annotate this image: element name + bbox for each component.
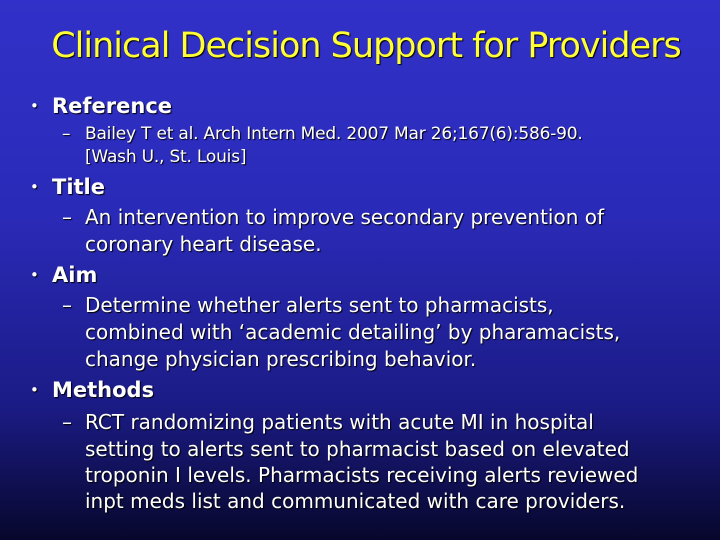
heading-aim: Aim [52,263,98,287]
dash-methods: – [62,410,72,434]
dash-reference: – [62,124,71,144]
bullet-title: • [30,178,39,196]
title-line-2: coronary heart disease. [85,232,322,256]
bullet-reference: • [30,97,39,115]
methods-line-2: setting to alerts sent to pharmacist based on elevated [85,437,630,461]
aim-line-2: combined with ‘academic detailing’ by pharamacists, [85,320,621,344]
heading-reference: Reference [52,94,173,118]
dash-aim: – [62,293,72,317]
aim-line-3: change physician prescribing behavior. [85,347,477,371]
heading-methods: Methods [52,378,155,402]
bullet-aim: • [30,266,39,284]
reference-line-2: [Wash U., St. Louis] [85,147,247,167]
title-line-1: An intervention to improve secondary prevention of [85,205,605,229]
heading-title: Title [52,175,106,199]
slide-title: Clinical Decision Support for Providers [51,26,681,66]
aim-line-1: Determine whether alerts sent to pharmacists, [85,293,554,317]
methods-line-1: RCT randomizing patients with acute MI in hospital [85,410,594,434]
methods-line-3: troponin I levels. Pharmacists receiving alerts reviewed [85,463,639,487]
bullet-methods: • [30,381,39,399]
reference-line-1: Bailey T et al. Arch Intern Med. 2007 Mar 26;167(6):586-90. [85,124,583,144]
methods-line-4: inpt meds list and communicated with care providers. [85,489,626,513]
dash-title: – [62,205,72,229]
